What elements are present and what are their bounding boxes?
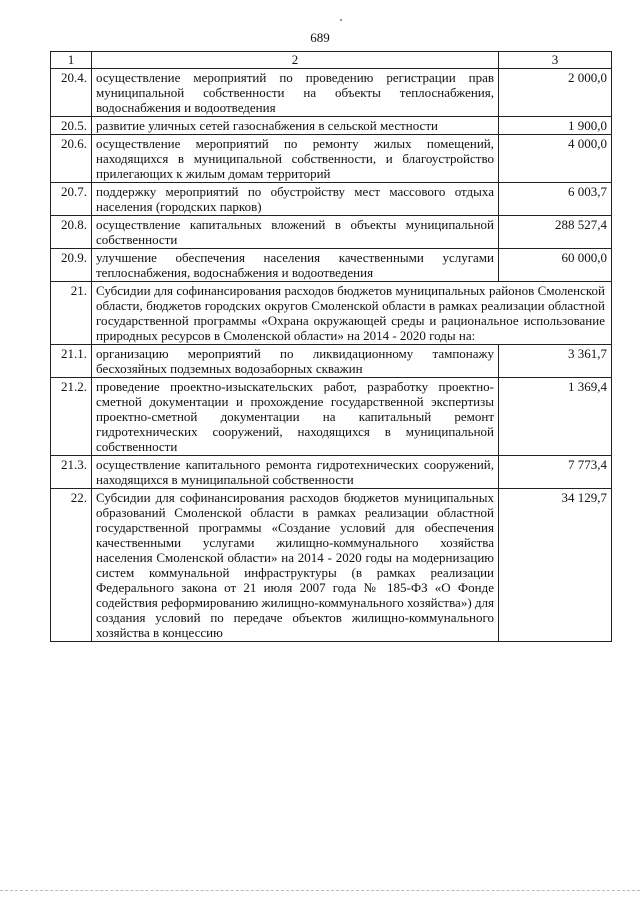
section-description: Субсидии для софинансирования расходов бюджетов муниципальных районов Смоленской области, бюджетов городских округов Смоленской области в рамках реализации областной государственной программы «Охрана окружающей среды и рациональное использование природных ресурсов в Смоленской области» на 2014 - 2020 годы на:	[92, 282, 612, 345]
row-amount: 7 773,4	[499, 456, 612, 489]
row-number: 20.8.	[51, 216, 92, 249]
table-row-section	[51, 282, 612, 345]
row-number: 21.2.	[51, 378, 92, 456]
table-row	[51, 135, 612, 183]
row-amount: 60 000,0	[499, 249, 612, 282]
row-amount: 4 000,0	[499, 135, 612, 183]
row-amount: 3 361,7	[499, 345, 612, 378]
row-number: 21.3.	[51, 456, 92, 489]
row-description: проведение проектно-изыскательских работ, разработку проектно-сметной документации и прохождение государственной экспертизы проектно-сметной документации на капитальный ремонт гидротехнических сооружений, находящихся в муниципальной собственности	[92, 378, 499, 456]
page-number: 689	[310, 30, 330, 45]
table-row	[51, 345, 612, 378]
table-row	[51, 183, 612, 216]
row-amount: 288 527,4	[499, 216, 612, 249]
table-row	[51, 489, 612, 642]
row-description: развитие уличных сетей газоснабжения в сельской местности	[92, 117, 499, 135]
table-row	[51, 216, 612, 249]
row-description: осуществление капитальных вложений в объекты муниципальной собственности	[92, 216, 499, 249]
row-description: организацию мероприятий по ликвидационному тампонажу бесхозяйных подземных водозаборных скважин	[92, 345, 499, 378]
table-row	[51, 117, 612, 135]
scan-speck	[340, 19, 342, 21]
row-number: 21.1.	[51, 345, 92, 378]
row-number: 20.7.	[51, 183, 92, 216]
column-header-description: 2	[92, 52, 499, 69]
row-number: 20.9.	[51, 249, 92, 282]
row-description: поддержку мероприятий по обустройству мест массового отдыха населения (городских парков)	[92, 183, 499, 216]
row-number: 21.	[51, 282, 92, 345]
column-header-amount: 3	[499, 52, 612, 69]
row-description: осуществление мероприятий по ремонту жилых помещений, находящихся в муниципальной собственности, и благоустройство прилегающих к жилым домам территорий	[92, 135, 499, 183]
table-row	[51, 249, 612, 282]
scan-footer-line	[0, 890, 640, 891]
row-amount: 34 129,7	[499, 489, 612, 642]
row-amount: 1 369,4	[499, 378, 612, 456]
row-amount: 1 900,0	[499, 117, 612, 135]
row-number: 22.	[51, 489, 92, 642]
table-row	[51, 69, 612, 117]
row-description: улучшение обеспечения населения качественными услугами теплоснабжения, водоснабжения и водоотведения	[92, 249, 499, 282]
row-number: 20.6.	[51, 135, 92, 183]
row-description: осуществление мероприятий по проведению регистрации прав муниципальной собственности на объекты теплоснабжения, водоснабжения и водоотведения	[92, 69, 499, 117]
row-number: 20.4.	[51, 69, 92, 117]
table-header-row	[51, 52, 612, 69]
budget-table	[50, 51, 612, 642]
table-row	[51, 456, 612, 489]
column-header-number: 1	[51, 52, 92, 69]
row-description: осуществление капитального ремонта гидротехнических сооружений, находящихся в муниципальной собственности	[92, 456, 499, 489]
row-amount: 6 003,7	[499, 183, 612, 216]
row-number: 20.5.	[51, 117, 92, 135]
row-description: Субсидии для софинансирования расходов бюджетов муниципальных образований Смоленской области в рамках реализации областной государственной программы «Создание условий для обеспечения качественными услугами жилищно-коммунального хозяйства населения Смоленской области» на 2014 - 2020 годы на модернизацию систем коммунальной инфраструктуры (в рамках реализации Федерального закона от 21 июля 2007 года № 185-ФЗ «О Фонде содействия реформированию жилищно-коммунального хозяйства») для создания условий по передаче объектов жилищно-коммунального хозяйства в концессию	[92, 489, 499, 642]
table-row	[51, 378, 612, 456]
row-amount: 2 000,0	[499, 69, 612, 117]
